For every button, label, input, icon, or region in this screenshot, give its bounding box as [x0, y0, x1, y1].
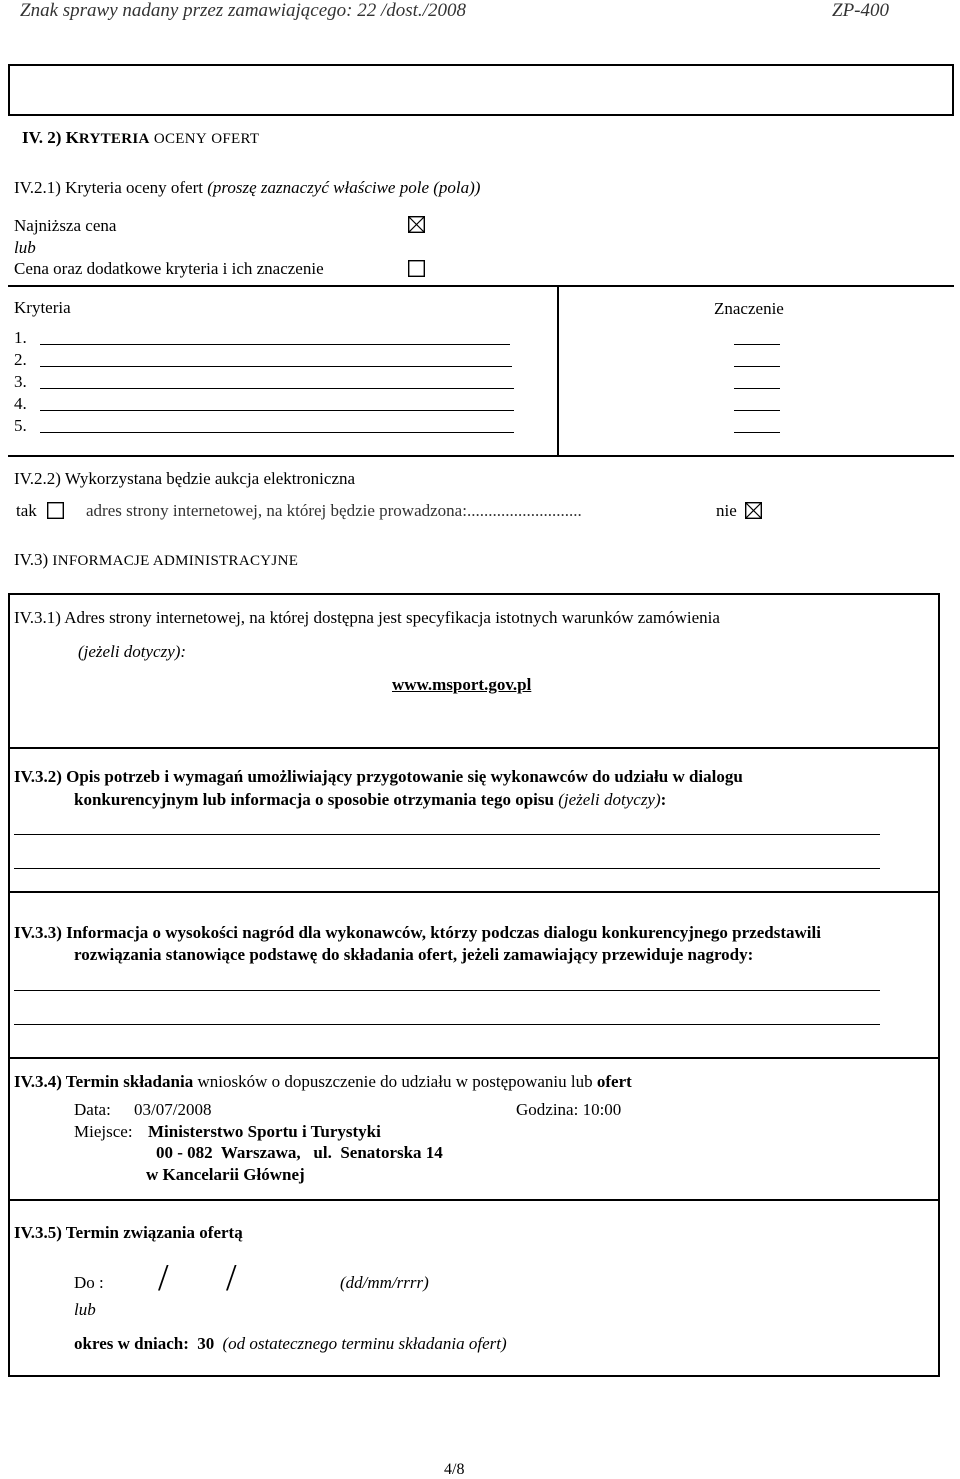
date-slash-2: / — [226, 1257, 237, 1299]
miejsce-line-1: Ministerstwo Sportu i Turystyki — [148, 1122, 381, 1141]
admin-info-frame — [8, 593, 940, 1377]
section-iv33-title-cont: rozwiązania stanowiące podstawę do składania ofert, jeżeli zamawiający przewiduje nagrody: — [74, 945, 754, 964]
iv33-answer-line-1[interactable] — [14, 990, 880, 991]
znaczenie-label: Znaczenie — [714, 299, 784, 318]
auction-no-checkbox[interactable] — [745, 502, 762, 519]
criterion-row-5: 5. — [14, 416, 27, 435]
criterion-line-5[interactable] — [40, 432, 514, 433]
weight-line-2[interactable] — [734, 366, 780, 367]
tak-label: tak — [16, 501, 37, 520]
date-format-hint: (dd/mm/rrrr) — [340, 1273, 429, 1292]
criterion-row-3: 3. — [14, 372, 27, 391]
criteria-divider — [557, 285, 559, 455]
nie-label: nie — [716, 501, 737, 520]
data-value: 03/07/2008 — [134, 1100, 212, 1119]
godzina-value: Godzina: 10:00 — [516, 1100, 622, 1119]
weight-line-5[interactable] — [734, 432, 780, 433]
option-price-criteria-label: Cena oraz dodatkowe kryteria i ich znaczenie — [14, 259, 324, 278]
criteria-top-rule — [8, 285, 954, 287]
section-iv2-title: IV. 2) KRYTERIA OCENY OFERT — [22, 128, 260, 147]
lowest-price-checkbox[interactable] — [408, 216, 425, 233]
kryteria-label: Kryteria — [14, 298, 71, 317]
section-iv32-title: IV.3.2) Opis potrzeb i wymagań umożliwiający przygotowanie się wykonawców do udziału w dialogu — [14, 767, 743, 786]
header-form-code: ZP-400 — [832, 0, 889, 21]
section-iv31-title: IV.3.1) Adres strony internetowej, na której dostępna jest specyfikacja istotnych warunków zamówienia — [14, 608, 720, 627]
okres-row: okres w dniach: 30 (od ostatecznego terminu składania ofert) — [74, 1334, 507, 1353]
criterion-row-4: 4. — [14, 394, 27, 413]
rule-after-iv32 — [8, 891, 940, 893]
criterion-row-2: 2. — [14, 350, 27, 369]
lub-text: lub — [14, 238, 36, 257]
section-iv35-title: IV.3.5) Termin związania ofertą — [14, 1223, 243, 1242]
header-case-number: Znak sprawy nadany przez zamawiającego: 22 /dost./2008 — [20, 0, 466, 21]
rule-after-iv31 — [8, 747, 940, 749]
section-iv22-title: IV.2.2) Wykorzystana będzie aukcja elektroniczna — [14, 469, 356, 488]
section-iv33-title: IV.3.3) Informacja o wysokości nagród dla wykonawców, którzy podczas dialogu konkurencyjnego przedstawili — [14, 923, 821, 942]
section-iv32-title-cont: konkurencyjnym lub informacja o sposobie otrzymania tego opisu (jeżeli dotyczy): — [74, 790, 667, 809]
criterion-line-4[interactable] — [40, 410, 514, 411]
do-label: Do : — [74, 1273, 104, 1292]
miejsce-line-3: w Kancelarii Głównej — [146, 1165, 305, 1184]
iv32-answer-line-1[interactable] — [14, 834, 880, 835]
option-lowest-price-label: Najniższa cena — [14, 216, 117, 235]
criterion-line-1[interactable] — [40, 344, 510, 345]
criteria-bottom-rule — [8, 455, 954, 457]
iv32-answer-line-2[interactable] — [14, 868, 880, 869]
criterion-row-1: 1. — [14, 328, 27, 347]
criterion-line-3[interactable] — [40, 388, 514, 389]
date-slash-1: / — [158, 1257, 169, 1299]
page-number: 4/8 — [444, 1461, 465, 1478]
miejsce-line-2: 00 - 082 Warszawa, ul. Senatorska 14 — [156, 1143, 443, 1162]
auction-yes-checkbox[interactable] — [47, 502, 64, 519]
price-criteria-checkbox[interactable] — [408, 260, 425, 277]
lub-text-2: lub — [74, 1300, 96, 1319]
iv33-answer-line-2[interactable] — [14, 1024, 880, 1025]
specification-url-link[interactable]: www.msport.gov.pl — [392, 675, 532, 694]
section-iv3-title: IV.3) INFORMACJE ADMINISTRACYJNE — [14, 550, 299, 569]
iv31-hint: (jeżeli dotyczy): — [78, 642, 187, 661]
auction-address-label: adres strony internetowej, na której będzie prowadzona:........................... — [86, 501, 582, 520]
weight-line-4[interactable] — [734, 410, 780, 411]
rule-after-iv33 — [8, 1057, 940, 1059]
data-label: Data: — [74, 1100, 111, 1119]
rule-after-iv34 — [8, 1199, 940, 1201]
weight-line-3[interactable] — [734, 388, 780, 389]
criterion-line-2[interactable] — [40, 366, 512, 367]
top-empty-frame — [8, 64, 954, 116]
weight-line-1[interactable] — [734, 344, 780, 345]
section-iv34-title: IV.3.4) Termin składania wniosków o dopuszczenie do udziału w postępowaniu lub ofert — [14, 1072, 632, 1091]
miejsce-label: Miejsce: — [74, 1122, 133, 1141]
section-iv21-title: IV.2.1) Kryteria oceny ofert (proszę zaznaczyć właściwe pole (pola)) — [14, 178, 481, 197]
